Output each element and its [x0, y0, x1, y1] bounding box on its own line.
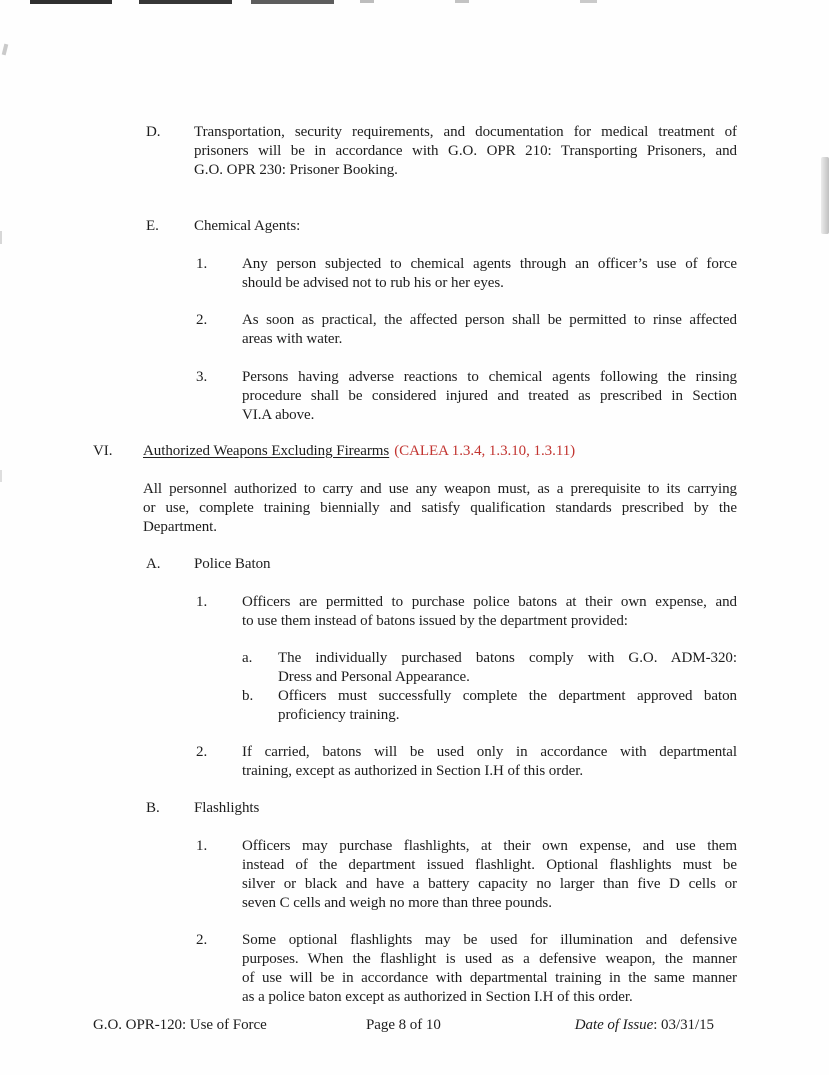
- item-e-1-line: Any person subjected to chemical agents through an officer’s use of force: [242, 256, 737, 272]
- item-e-2-num: 2.: [196, 312, 208, 328]
- scan-artifact-top-4: [360, 0, 374, 3]
- section-vi-heading: Authorized Weapons Excluding Firearms: [143, 443, 390, 459]
- item-b: [146, 799, 829, 818]
- item-a-1-b-line: Officers must successfully complete the department approved baton: [278, 688, 737, 704]
- item-a-1-a: [242, 649, 829, 687]
- item-a-2-line: training, except as authorized in Section I.H of this order.: [242, 763, 584, 779]
- item-b-label: B.: [146, 800, 160, 816]
- item-e-2-line: As soon as practical, the affected person shall be permitted to rinse affected: [242, 312, 737, 328]
- section-vi-intro: [143, 480, 737, 537]
- item-b-1: [196, 837, 829, 913]
- item-a-1-num: 1.: [196, 594, 208, 610]
- item-e: [146, 217, 829, 236]
- page-footer: [0, 1016, 829, 1036]
- item-e-1-line: should be advised not to rub his or her eyes.: [242, 275, 504, 291]
- section-vi-intro-line: or use, complete training biennially and satisfy qualification standards prescribed by the: [143, 500, 737, 516]
- item-b-1-line: instead of the department issued flashlight. Optional flashlights must be: [242, 857, 737, 873]
- document-body: [0, 123, 829, 1007]
- item-e-3-line: VI.A above.: [242, 407, 315, 423]
- item-e-2-line: areas with water.: [242, 331, 343, 347]
- scan-artifact-top-6: [580, 0, 597, 3]
- section-vi-heading-line: [143, 442, 737, 461]
- item-a-title: Police Baton: [194, 556, 271, 572]
- item-e-2: [196, 311, 829, 349]
- item-a: [146, 555, 829, 574]
- item-b-1-line: seven C cells and weigh no more than three pounds.: [242, 895, 552, 911]
- item-d-line: Transportation, security requirements, and documentation for medical treatment of: [194, 124, 737, 140]
- item-a-1-a-line: The individually purchased batons comply with G.O. ADM-320:: [278, 650, 737, 666]
- item-e-1-num: 1.: [196, 256, 208, 272]
- item-d: [146, 123, 829, 180]
- item-a-label: A.: [146, 556, 161, 572]
- footer-page-number: Page 8 of 10: [366, 1017, 441, 1033]
- item-e-3: [196, 368, 829, 425]
- item-e-title: Chemical Agents:: [194, 218, 301, 234]
- footer-document-id: G.O. OPR-120: Use of Force: [93, 1017, 267, 1033]
- item-b-2-num: 2.: [196, 932, 208, 948]
- item-d-label: D.: [146, 124, 161, 140]
- item-b-title: Flashlights: [194, 800, 260, 816]
- item-a-2-line: If carried, batons will be used only in accordance with departmental: [242, 744, 737, 760]
- item-a-1-line: to use them instead of batons issued by the department provided:: [242, 613, 628, 629]
- item-b-1-line: Officers may purchase flashlights, at their own expense, and use them: [242, 838, 737, 854]
- item-b-2-line: of use will be in accordance with departmental training in the same manner: [242, 970, 737, 986]
- item-a-1-a-line: Dress and Personal Appearance.: [278, 669, 470, 685]
- section-vi-heading-row: [93, 442, 829, 461]
- scan-artifact-left-mark: [2, 44, 9, 56]
- item-e-3-line: Persons having adverse reactions to chemical agents following the rinsing: [242, 369, 737, 385]
- item-b-2-line: as a police baton except as authorized in Section I.H of this order.: [242, 989, 633, 1005]
- footer-date-of-issue: [575, 1016, 714, 1035]
- scan-artifact-top-2: [139, 0, 232, 4]
- item-e-3-num: 3.: [196, 369, 208, 385]
- scan-artifact-top-3: [251, 0, 334, 4]
- item-a-1-b-line: proficiency training.: [278, 707, 400, 723]
- footer-date-label: Date of Issue: [574, 1017, 654, 1033]
- item-a-1: [196, 593, 829, 631]
- item-a-1-a-num: a.: [242, 650, 253, 666]
- item-d-line: prisoners will be in accordance with G.O. OPR 210: Transporting Prisoners, and: [194, 143, 737, 159]
- item-a-1-line: Officers are permitted to purchase police batons at their own expense, and: [242, 594, 737, 610]
- item-b-2-line: purposes. When the flashlight is used as a defensive weapon, the manner: [242, 951, 737, 967]
- item-a-1-b-num: b.: [242, 688, 254, 704]
- item-e-3-line: procedure shall be considered injured and treated as prescribed in Section: [242, 388, 737, 404]
- item-e-1: [196, 255, 829, 293]
- section-vi-intro-line: All personnel authorized to carry and use any weapon must, as a prerequisite to its carrying: [143, 481, 737, 497]
- footer-date-value: : 03/31/15: [653, 1017, 714, 1033]
- section-vi-calea-ref: (CALEA 1.3.4, 1.3.10, 1.3.11): [394, 443, 576, 459]
- section-vi-intro-line: Department.: [143, 519, 218, 535]
- item-a-2-num: 2.: [196, 744, 208, 760]
- scan-artifact-top-5: [455, 0, 469, 3]
- item-b-2-line: Some optional flashlights may be used for illumination and defensive: [242, 932, 737, 948]
- item-b-2: [196, 931, 829, 1007]
- item-b-1-num: 1.: [196, 838, 208, 854]
- item-d-line: G.O. OPR 230: Prisoner Booking.: [194, 162, 398, 178]
- item-e-label: E.: [146, 218, 159, 234]
- item-a-1-b: [242, 687, 829, 725]
- item-b-1-line: silver or black and have a battery capacity no larger than five D cells or: [242, 876, 737, 892]
- section-vi-label: VI.: [93, 443, 113, 459]
- scan-artifact-top-1: [30, 0, 112, 4]
- item-a-2: [196, 743, 829, 781]
